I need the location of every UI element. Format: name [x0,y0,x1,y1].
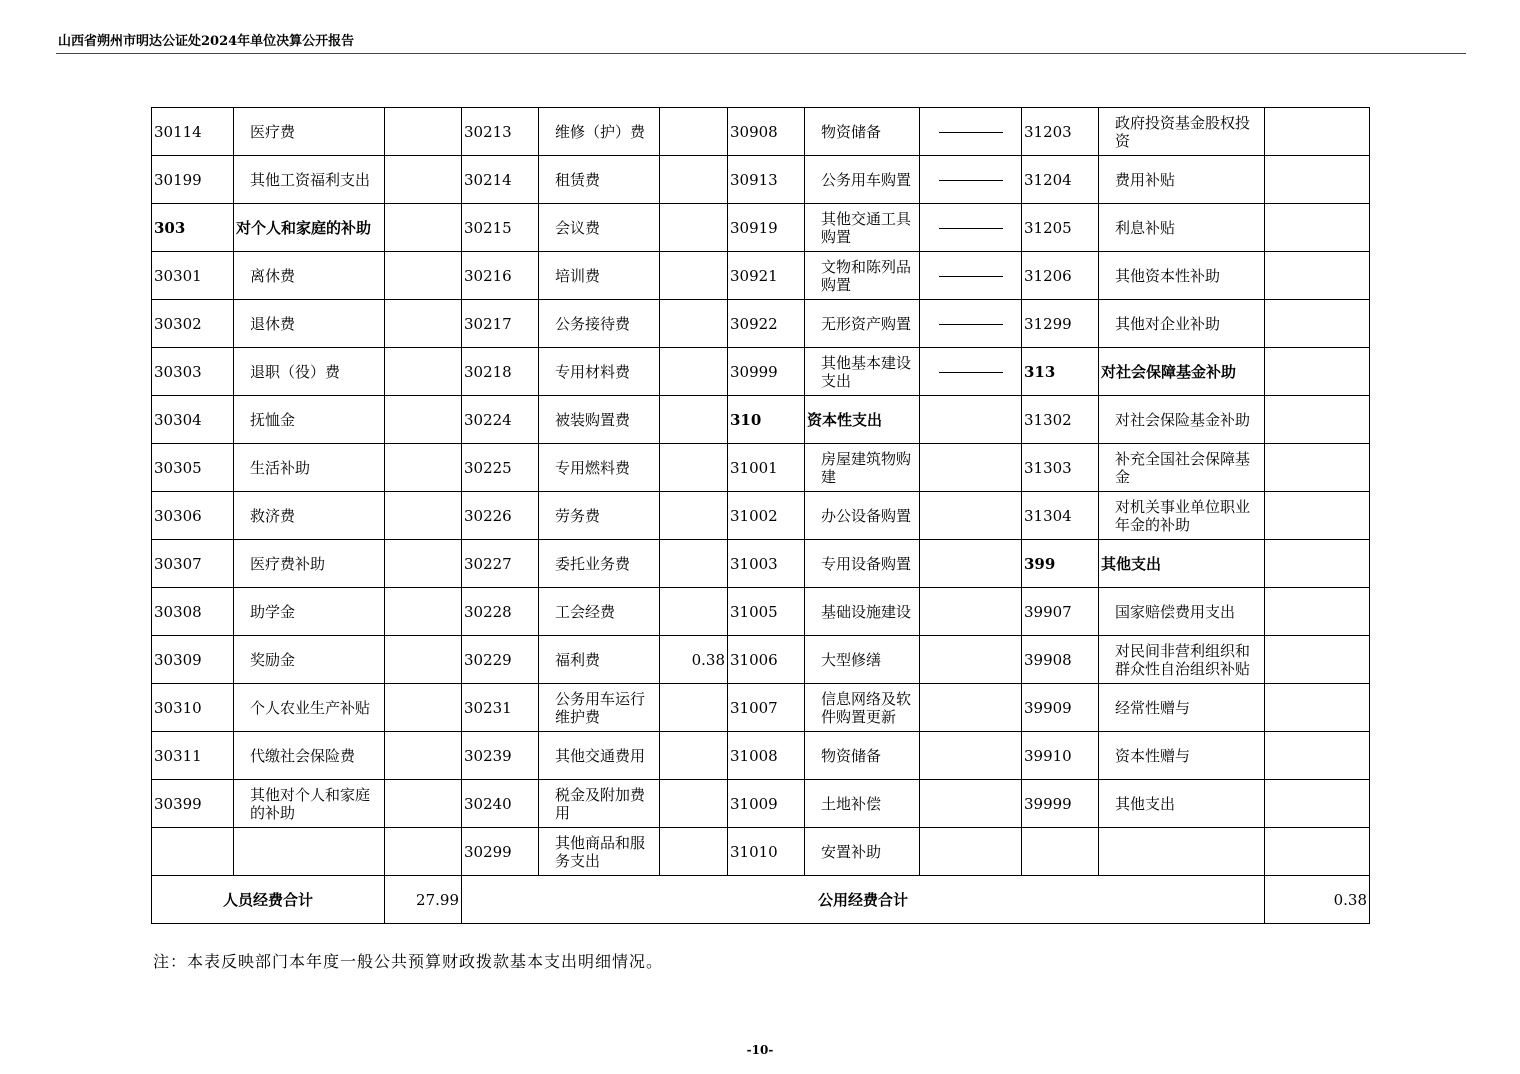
not-applicable-cell [920,348,1022,396]
item-name: 物资储备 [821,746,882,765]
item-amount [385,492,462,540]
item-name: 租赁费 [555,170,601,189]
item-name: 对社会保障基金补助 [1101,362,1237,381]
item-amount [660,396,728,444]
table-row [152,588,1370,636]
item-name-cell [1099,396,1265,444]
dash-line [939,228,1003,229]
item-name-cell [234,300,385,348]
item-name-cell [1099,204,1265,252]
item-code: 31001 [728,444,805,492]
item-name-cell [805,348,920,396]
item-name-cell [805,732,920,780]
not-applicable-cell [920,156,1022,204]
item-name-cell [539,108,660,156]
item-amount [1265,348,1370,396]
item-amount [385,828,462,876]
item-amount [385,156,462,204]
item-code: 31203 [1022,108,1099,156]
table-row [152,636,1370,684]
item-code: 30306 [152,492,234,540]
item-amount [1265,828,1370,876]
item-name: 委托业务费 [555,554,631,573]
item-code: 30224 [462,396,539,444]
item-amount [920,540,1022,588]
not-applicable-cell [920,108,1022,156]
item-name-cell [805,780,920,828]
item-name-cell [805,204,920,252]
item-amount [1265,492,1370,540]
item-name: 助学金 [250,602,296,621]
item-name-cell [805,108,920,156]
item-amount [920,636,1022,684]
item-name-cell [539,300,660,348]
item-name: 安置补助 [821,842,882,861]
item-name-cell [234,348,385,396]
item-name: 费用补贴 [1115,170,1176,189]
item-name-cell [805,444,920,492]
item-amount [385,540,462,588]
not-applicable-cell [920,252,1022,300]
item-name-cell [1099,732,1265,780]
expenditure-detail-table [151,107,1370,924]
item-amount [660,780,728,828]
item-code: 30922 [728,300,805,348]
item-name-cell [1099,636,1265,684]
item-code: 30307 [152,540,234,588]
item-name-cell [1099,348,1265,396]
dash-line [939,132,1003,133]
item-name: 代缴社会保险费 [250,746,356,765]
item-code: 30225 [462,444,539,492]
item-code: 31002 [728,492,805,540]
item-name: 资本性支出 [807,410,883,429]
item-name-cell [1099,156,1265,204]
item-amount [385,444,462,492]
item-amount [660,588,728,636]
item-name-cell [1099,108,1265,156]
item-code: 30913 [728,156,805,204]
item-name-cell [805,300,920,348]
item-name-cell [805,588,920,636]
item-name: 公务用车购置 [821,170,912,189]
item-code: 30226 [462,492,539,540]
item-name: 福利费 [555,650,601,669]
item-amount [385,636,462,684]
item-amount [920,828,1022,876]
not-applicable-cell [920,204,1022,252]
item-code: 31005 [728,588,805,636]
item-code: 30310 [152,684,234,732]
public-total-value: 0.38 [1265,876,1370,924]
item-name: 工会经费 [555,602,616,621]
item-amount [1265,540,1370,588]
item-name-cell [805,828,920,876]
item-name: 其他资本性补助 [1115,266,1221,285]
item-name-cell [805,252,920,300]
item-name: 政府投资基金股权投资 [1115,113,1251,150]
item-name: 其他商品和服务支出 [555,833,646,870]
item-code: 39909 [1022,684,1099,732]
item-code: 30308 [152,588,234,636]
item-name-cell [1099,684,1265,732]
item-name-cell [805,540,920,588]
item-amount [1265,156,1370,204]
item-name: 利息补贴 [1115,218,1176,237]
item-name-cell [539,396,660,444]
item-name-cell [234,540,385,588]
item-name: 培训费 [555,266,601,285]
item-code: 31302 [1022,396,1099,444]
item-name: 医疗费 [250,122,296,141]
item-name: 文物和陈列品购置 [821,257,912,294]
item-name: 救济费 [250,506,296,525]
item-amount [920,732,1022,780]
dash-line [939,372,1003,373]
item-amount [660,204,728,252]
item-code: 39907 [1022,588,1099,636]
item-code: 30239 [462,732,539,780]
table-row [152,348,1370,396]
item-code: 30216 [462,252,539,300]
table-row [152,492,1370,540]
totals-row [152,876,1370,924]
item-name: 大型修缮 [821,650,882,669]
item-name-cell [1099,828,1265,876]
item-name-cell [234,252,385,300]
item-name-cell [234,780,385,828]
item-code: 30213 [462,108,539,156]
item-name-cell [234,396,385,444]
item-code: 310 [728,396,805,444]
item-code [1022,828,1099,876]
item-code: 30215 [462,204,539,252]
item-name: 奖励金 [250,650,296,669]
item-code: 31010 [728,828,805,876]
item-amount [660,540,728,588]
item-amount [1265,444,1370,492]
item-name: 其他对企业补助 [1115,314,1221,333]
item-name: 物资储备 [821,122,882,141]
item-code: 30218 [462,348,539,396]
item-name: 其他支出 [1101,554,1162,573]
table-row [152,300,1370,348]
item-name: 其他基本建设支出 [821,353,912,390]
item-name-cell [805,156,920,204]
item-name: 其他支出 [1115,794,1176,813]
item-name: 基础设施建设 [821,602,912,621]
item-name: 其他交通费用 [555,746,646,765]
item-code: 30908 [728,108,805,156]
item-amount [660,828,728,876]
item-name: 经常性赠与 [1115,698,1191,717]
item-name-cell [539,828,660,876]
item-name: 房屋建筑物购建 [821,449,912,486]
item-code: 30302 [152,300,234,348]
item-amount [920,444,1022,492]
item-amount [385,204,462,252]
item-amount [385,300,462,348]
item-code: 39999 [1022,780,1099,828]
dash-line [939,180,1003,181]
item-name: 资本性赠与 [1115,746,1191,765]
item-name-cell [234,684,385,732]
item-amount [385,108,462,156]
item-name: 退休费 [250,314,296,333]
table-row [152,156,1370,204]
item-amount [1265,108,1370,156]
public-total-label: 公用经费合计 [462,876,1265,924]
item-amount [385,588,462,636]
item-name: 其他工资福利支出 [250,170,371,189]
item-code: 30303 [152,348,234,396]
item-name-cell [539,540,660,588]
item-name-cell [539,732,660,780]
item-code: 30228 [462,588,539,636]
item-code: 31204 [1022,156,1099,204]
table-row [152,396,1370,444]
item-name-cell [234,204,385,252]
item-name: 专用设备购置 [821,554,912,573]
item-code: 39910 [1022,732,1099,780]
item-amount [660,684,728,732]
table-row [152,540,1370,588]
table-row [152,108,1370,156]
item-name-cell [234,156,385,204]
item-name-cell [1099,780,1265,828]
item-name: 专用燃料费 [555,458,631,477]
item-amount [1265,684,1370,732]
item-name-cell [539,684,660,732]
item-amount [1265,252,1370,300]
item-amount [385,396,462,444]
item-name-cell [234,588,385,636]
item-amount [385,732,462,780]
table-body [152,108,1370,876]
item-code: 31008 [728,732,805,780]
item-code: 31009 [728,780,805,828]
dash-line [939,324,1003,325]
item-code: 31205 [1022,204,1099,252]
item-amount [920,396,1022,444]
item-name: 办公设备购置 [821,506,912,525]
table-row [152,204,1370,252]
item-amount [1265,732,1370,780]
item-name: 国家赔偿费用支出 [1115,602,1236,621]
item-code: 31007 [728,684,805,732]
item-amount [920,780,1022,828]
item-amount [660,108,728,156]
item-amount [660,156,728,204]
item-name-cell [1099,492,1265,540]
item-name-cell [1099,252,1265,300]
table-row [152,780,1370,828]
table-row [152,444,1370,492]
item-code: 30214 [462,156,539,204]
item-name: 生活补助 [250,458,311,477]
item-name: 个人农业生产补贴 [250,698,371,717]
table-row [152,684,1370,732]
table-row [152,828,1370,876]
item-name: 公务接待费 [555,314,631,333]
item-amount: 0.38 [660,636,728,684]
item-amount [385,780,462,828]
item-name: 离休费 [250,266,296,285]
item-name: 对民间非营利组织和群众性自治组织补贴 [1115,641,1251,678]
item-amount [1265,636,1370,684]
item-name: 医疗费补助 [250,554,326,573]
item-code: 303 [152,204,234,252]
item-name-cell [1099,300,1265,348]
item-amount [385,348,462,396]
item-amount [920,684,1022,732]
item-name-cell [805,492,920,540]
item-name: 会议费 [555,218,601,237]
personnel-total-label: 人员经费合计 [152,876,385,924]
personnel-total-value: 27.99 [385,876,462,924]
item-name-cell [234,108,385,156]
item-code: 31303 [1022,444,1099,492]
item-code: 30301 [152,252,234,300]
item-code: 30399 [152,780,234,828]
item-code: 39908 [1022,636,1099,684]
item-code: 31003 [728,540,805,588]
item-name: 劳务费 [555,506,601,525]
header-rule [56,53,1466,54]
item-name-cell [539,780,660,828]
dash-line [939,276,1003,277]
item-code: 31206 [1022,252,1099,300]
item-name: 被装购置费 [555,410,631,429]
item-name: 对机关事业单位职业年金的补助 [1115,497,1251,534]
item-code [152,828,234,876]
item-name-cell [234,732,385,780]
item-code: 30921 [728,252,805,300]
item-name-cell [539,348,660,396]
item-name: 退职（役）费 [250,362,341,381]
item-name-cell [539,492,660,540]
item-code: 30919 [728,204,805,252]
item-name-cell [1099,540,1265,588]
item-code: 30304 [152,396,234,444]
item-code: 31006 [728,636,805,684]
item-name-cell [1099,444,1265,492]
item-name-cell [539,204,660,252]
item-code: 30999 [728,348,805,396]
item-amount [920,492,1022,540]
item-name: 其他交通工具购置 [821,209,912,246]
item-name: 其他对个人和家庭的补助 [250,785,371,822]
item-name: 无形资产购置 [821,314,912,333]
item-amount [1265,204,1370,252]
item-name-cell [234,636,385,684]
item-amount [385,252,462,300]
item-name-cell [805,636,920,684]
item-name: 土地补偿 [821,794,882,813]
item-name-cell [539,444,660,492]
report-header-title: 山西省朔州市明达公证处2024年单位决算公开报告 [58,34,355,49]
item-name-cell [234,444,385,492]
item-amount [660,492,728,540]
item-amount [660,300,728,348]
item-amount [660,252,728,300]
item-name: 维修（护）费 [555,122,646,141]
item-name-cell [539,636,660,684]
item-amount [1265,780,1370,828]
item-name: 专用材料费 [555,362,631,381]
item-code: 30217 [462,300,539,348]
not-applicable-cell [920,300,1022,348]
item-name-cell [1099,588,1265,636]
item-name: 对个人和家庭的补助 [236,218,372,237]
page-number: -10- [746,1043,774,1057]
item-amount [660,348,728,396]
item-code: 31299 [1022,300,1099,348]
item-name-cell [539,156,660,204]
item-amount [920,588,1022,636]
item-name-cell [805,396,920,444]
item-amount [1265,588,1370,636]
table-row [152,732,1370,780]
item-code: 30231 [462,684,539,732]
item-name: 补充全国社会保障基金 [1115,449,1251,486]
item-amount [660,732,728,780]
item-code: 30309 [152,636,234,684]
item-amount [1265,300,1370,348]
item-code: 313 [1022,348,1099,396]
item-name-cell [539,588,660,636]
item-amount [1265,396,1370,444]
item-code: 30229 [462,636,539,684]
item-code: 30227 [462,540,539,588]
item-code: 30311 [152,732,234,780]
item-name: 信息网络及软件购置更新 [821,689,912,726]
item-code: 30305 [152,444,234,492]
item-name: 税金及附加费用 [555,785,646,822]
item-code: 30299 [462,828,539,876]
item-code: 30199 [152,156,234,204]
item-name: 公务用车运行维护费 [555,689,646,726]
item-code: 399 [1022,540,1099,588]
table-row [152,252,1370,300]
item-code: 30240 [462,780,539,828]
item-amount [385,684,462,732]
table-note: 注：本表反映部门本年度一般公共预算财政拨款基本支出明细情况。 [153,952,664,971]
item-name: 对社会保险基金补助 [1115,410,1251,429]
item-name-cell [234,828,385,876]
item-name: 抚恤金 [250,410,296,429]
item-code: 31304 [1022,492,1099,540]
item-code: 30114 [152,108,234,156]
item-name-cell [805,684,920,732]
item-name-cell [539,252,660,300]
item-amount [660,444,728,492]
item-name-cell [234,492,385,540]
